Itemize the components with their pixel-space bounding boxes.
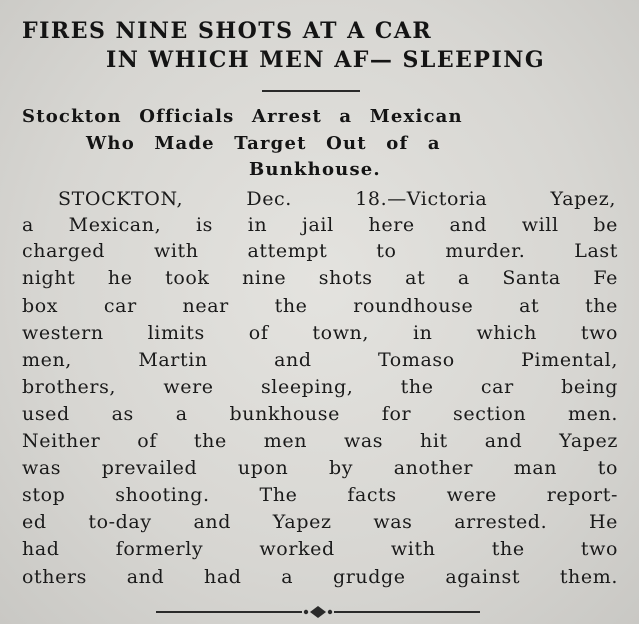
subheadline-line-1: Stockton Officials Arrest a Mexican bbox=[22, 106, 463, 127]
article-body-line: charged with attempt to murder. Last bbox=[22, 240, 618, 262]
subheadline-line-2: Who Made Target Out of a bbox=[86, 133, 441, 154]
article-body-line: Neither of the men was hit and Yapez bbox=[22, 430, 618, 452]
article-body-line: had formerly worked with the two bbox=[22, 538, 618, 560]
article-body-line: STOCKTON, Dec. 18.—Victoria Yapez, bbox=[58, 188, 616, 210]
article-body-line: was prevailed upon by another man to bbox=[22, 457, 618, 479]
article-body-line: men, Martin and Tomaso Pimental, bbox=[22, 349, 618, 371]
closing-ornament-rule bbox=[156, 606, 480, 618]
article-body-line: others and had a grudge against them. bbox=[22, 566, 618, 588]
article-body-line: a Mexican, is in jail here and will be bbox=[22, 214, 618, 236]
article-body-line: ed to-day and Yapez was arrested. He bbox=[22, 511, 618, 533]
article-body-line: box car near the roundhouse at the bbox=[22, 295, 618, 317]
article-body-line: western limits of town, in which two bbox=[22, 322, 618, 344]
article-body-line: stop shooting. The facts were report- bbox=[22, 484, 618, 506]
headline-line-1: FIRES NINE SHOTS AT A CAR bbox=[22, 18, 433, 44]
article-body-line: night he took nine shots at a Santa Fe bbox=[22, 267, 618, 289]
article-body-line: used as a bunkhouse for section men. bbox=[22, 403, 618, 425]
headline-line-2: IN WHICH MEN AF— SLEEPING bbox=[106, 47, 546, 73]
article-body-line: brothers, were sleeping, the car being bbox=[22, 376, 618, 398]
subheadline-line-3: Bunkhouse. bbox=[249, 159, 381, 180]
headline-divider bbox=[262, 90, 360, 92]
